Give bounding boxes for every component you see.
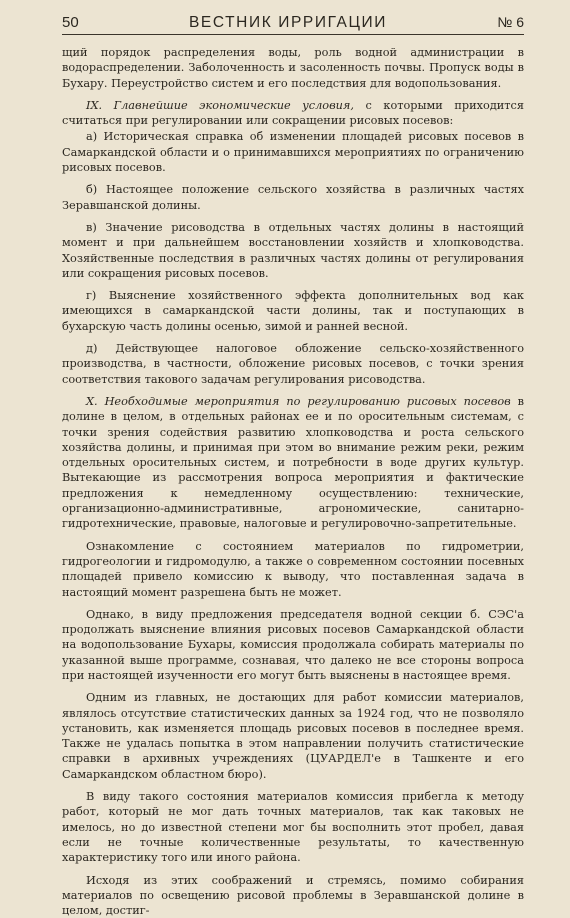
paragraph: в) Значение рисоводства в отдельных частях долины в настоящий момент и при дальнейшем восстановлении хозяйств и хлопководства. Хозяйственные последствия в различных частях долины от регулирования или сокращения рисовых посевов.: [62, 220, 524, 280]
paragraph: б) Настоящее положение сельского хозяйства в различных частях Зеравшанской долины.: [62, 183, 524, 212]
running-header: [62, 14, 524, 35]
paragraph: д) Действующее налоговое обложение сельско-хозяйственного производства, в частности, обложение рисовых посевов, с точки зрения соответствия такового задачам регулирования рисоводства.: [62, 342, 524, 386]
paragraph: X. Необходимые мероприятия по регулированию рисовых посевов в долине в целом, в отдельных районах ее и по оросительным системам, с точки зрения содействия развитию хлопководства и роста сельского хозяйства долины, и принимая при этом во внимание режим реки, режим отдельных оросительных систем, и потребности в воде других культур. Вытекающие из рассмотрения вопроса мероприятия и фактические предложения к немедленному осуществлению: технические, организационно-административные, агрономические, санитарно-гидротехнические, правовые, налоговые и регулировочно-запретительные.: [62, 394, 524, 531]
paragraph: Одним из главных, не достающих для работ комиссии материалов, являлось отсутствие статистических данных за 1924 год, что не позволяло установить, как изменяется площадь рисовых посевов в последнее время. Также не удалась попытка в этом направлении получить статистические справки в архивных учреждениях (ЦУАРДЕЛ'е в Ташкенте и его Самаркандском областном бюро).: [62, 691, 524, 781]
paragraph: щий порядок распределения воды, роль водной администрации в водораспределении. Заболоченность и засоленность почвы. Пропуск воды в Бухару. Переустройство систем и его последствия для водопользования.: [62, 46, 524, 90]
paragraph: Ознакомление с состоянием материалов по гидрометрии, гидрогеологии и гидромодулю, а также о современном состоянии посевных площадей привело комиссию к выводу, что поставленная задача в настоящий момент разрешена быть не может.: [62, 539, 524, 599]
paragraph: г) Выяснение хозяйственного эффекта дополнительных вод как имеющихся в самаркандской части долины, так и поступающих в бухарскую часть долины осенью, зимой и ранней весной.: [62, 289, 524, 333]
section-heading: IX. Главнейшие экономические условия,: [86, 98, 355, 112]
paragraph: IX. Главнейшие экономические условия, с которыми приходится считаться при регулировании или сокращении рисовых посевов:: [62, 98, 525, 128]
issue-number: № 6: [497, 14, 524, 30]
paragraph: Исходя из этих соображений и стремясь, помимо собирания материалов по освещению рисовой проблемы в Зеравшанской долине в целом, достиг-: [62, 873, 524, 918]
paragraph: В виду такого состояния материалов комиссия прибегла к методу работ, который не мог дать точных материалов, так как таковых не имелось, но до известной степени мог бы восполнить этот пробел, давая если не точные количественные результаты, то качественную характеристику того или иного района.: [62, 790, 524, 865]
page-number: 50: [62, 14, 79, 31]
journal-title: ВЕСТНИК ИРРИГАЦИИ: [188, 14, 388, 31]
section-heading: X. Необходимые мероприятия по регулированию рисовых посевов: [86, 394, 511, 408]
paragraph: а) Историческая справка об изменении площадей рисовых посевов в Самаркандской области и о принимавшихся мероприятиях по ограничению рисовых посевов.: [62, 130, 524, 175]
paragraph: Однако, в виду предложения председателя водной секции б. СЭС'а продолжать выяснение влияния рисовых посевов Самаркандской области на водопользование Бухары, комиссия продолжала собирать материалы по указанной выше программе, сознавая, что далеко не все стороны вопроса при настоящей изученности его могут быть выяснены в настоящее время.: [62, 607, 524, 682]
article-body: [62, 45, 524, 918]
